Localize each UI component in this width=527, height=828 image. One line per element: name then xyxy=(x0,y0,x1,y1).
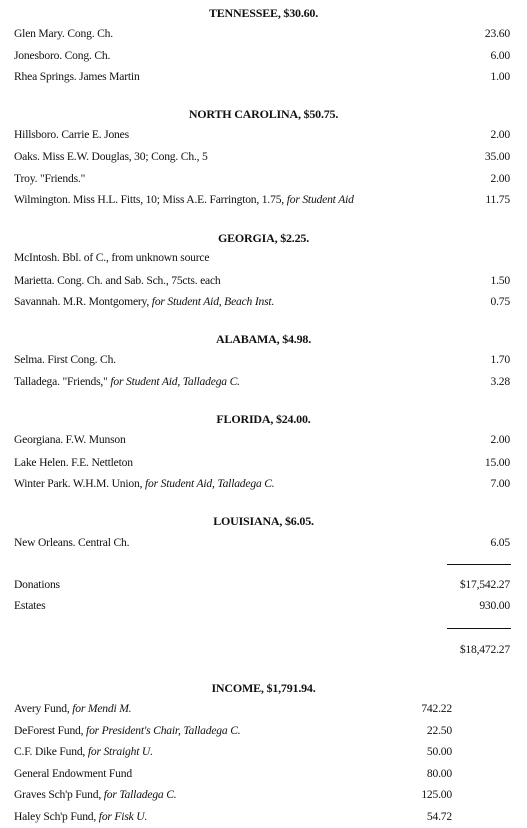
section-heading-georgia: GEORGIA, $2.25. xyxy=(217,231,309,245)
entry-row xyxy=(0,172,527,186)
income-note: for Talladega C. xyxy=(103,788,177,801)
income-amount: 742.22 xyxy=(421,702,452,715)
income-row xyxy=(0,702,527,716)
entry-row xyxy=(0,536,527,550)
sum-rule xyxy=(447,564,511,565)
entry-amount: 1.70 xyxy=(490,353,510,366)
section-heading-louisiana: LOUISIANA, $6.05. xyxy=(213,514,314,528)
entry-note: for Student Aid, Talladega C. xyxy=(145,477,275,490)
entry-note: for Student Aid xyxy=(286,193,354,206)
entry-name: Georgiana. F.W. Munson xyxy=(14,433,126,446)
entry-name: Selma. First Cong. Ch. xyxy=(14,353,116,366)
entry-name-text: Talladega. "Friends," xyxy=(14,375,111,388)
section-heading-florida: FLORIDA, $24.00. xyxy=(216,412,311,426)
entry-amount: 15.00 xyxy=(484,456,510,469)
entry-amount: 3.28 xyxy=(490,375,510,388)
income-note: for Straight U. xyxy=(87,745,153,758)
entry-name-text: Winter Park. W.H.M. Union, xyxy=(14,477,145,490)
entry-row xyxy=(0,295,527,309)
entry-amount: 6.05 xyxy=(490,536,510,549)
entry-name-text: Savannah. M.R. Montgomery, xyxy=(14,295,152,308)
sum-rule xyxy=(447,628,511,629)
income-note: for President's Chair, Talladega C. xyxy=(86,724,241,737)
entry-name xyxy=(14,375,240,389)
entry-name: New Orleans. Central Ch. xyxy=(14,536,130,549)
donations-amount: $17,542.27 xyxy=(459,578,510,591)
entry-row xyxy=(0,456,527,470)
entry-amount: 1.00 xyxy=(490,70,510,83)
entry-note: for Student Aid, Talladega C. xyxy=(110,375,240,388)
section-heading-tennessee: TENNESSEE, $30.60. xyxy=(208,6,319,20)
entry-name: Hillsboro. Carrie E. Jones xyxy=(14,128,129,141)
income-name xyxy=(14,724,240,738)
section-heading-alabama: ALABAMA, $4.98. xyxy=(216,332,311,346)
estates-row xyxy=(0,599,527,613)
grand-total-amount: $18,472.27 xyxy=(459,643,510,656)
income-row xyxy=(0,724,527,738)
entry-row xyxy=(0,150,527,164)
entry-amount: 2.00 xyxy=(490,172,510,185)
income-row xyxy=(0,810,527,824)
income-note: for Fisk U. xyxy=(98,810,148,823)
income-note: for Mendi M. xyxy=(72,702,132,715)
entry-row xyxy=(0,433,527,447)
entry-row xyxy=(0,274,527,288)
income-amount: 22.50 xyxy=(426,724,452,737)
income-amount: 50.00 xyxy=(426,745,452,758)
entry-name: Glen Mary. Cong. Ch. xyxy=(14,27,113,40)
donations-label: Donations xyxy=(14,578,60,591)
entry-name xyxy=(14,295,274,309)
income-name: General Endowment Fund xyxy=(14,767,132,780)
entry-amount: 7.00 xyxy=(490,477,510,490)
entry-name xyxy=(14,193,354,207)
income-row xyxy=(0,745,527,759)
income-name xyxy=(14,810,147,824)
income-name-text: C.F. Dike Fund, xyxy=(14,745,88,758)
entry-name: Marietta. Cong. Ch. and Sab. Sch., 75cts. each xyxy=(14,274,221,287)
income-row xyxy=(0,767,527,781)
section-heading-north-carolina: NORTH CAROLINA, $50.75. xyxy=(188,107,339,121)
income-name xyxy=(14,745,153,759)
entry-row xyxy=(0,477,527,491)
entry-name: McIntosh. Bbl. of C., from unknown source xyxy=(14,251,210,264)
estates-amount: 930.00 xyxy=(479,599,510,612)
entry-name: Troy. "Friends." xyxy=(14,172,86,185)
entry-amount: 0.75 xyxy=(490,295,510,308)
income-name-text: Avery Fund, xyxy=(14,702,73,715)
entry-name: Rhea Springs. James Martin xyxy=(14,70,140,83)
grand-total-row xyxy=(0,643,527,657)
entry-amount: 35.00 xyxy=(484,150,510,163)
entry-name-text: Wilmington. Miss H.L. Fitts, 10; Miss A.E. Farrington, 1.75, xyxy=(14,193,287,206)
entry-row xyxy=(0,27,527,41)
income-name-text: DeForest Fund, xyxy=(14,724,87,737)
entry-note: for Student Aid, Beach Inst. xyxy=(151,295,275,308)
entry-row xyxy=(0,49,527,63)
entry-row xyxy=(0,193,527,207)
income-name xyxy=(14,702,131,716)
entry-name: Lake Helen. F.E. Nettleton xyxy=(14,456,133,469)
entry-amount: 11.75 xyxy=(485,193,510,206)
entry-row xyxy=(0,128,527,142)
estates-label: Estates xyxy=(14,599,46,612)
income-amount: 125.00 xyxy=(421,788,452,801)
entry-amount: 2.00 xyxy=(490,128,510,141)
section-heading-income: INCOME, $1,791.94. xyxy=(211,681,316,695)
income-name xyxy=(14,788,176,802)
entry-amount: 23.60 xyxy=(484,27,510,40)
income-name-text: Haley Sch'p Fund, xyxy=(14,810,99,823)
entry-row xyxy=(0,353,527,367)
entry-amount: 2.00 xyxy=(490,433,510,446)
income-amount: 80.00 xyxy=(426,767,452,780)
donations-row xyxy=(0,578,527,592)
income-amount: 54.72 xyxy=(426,810,452,823)
entry-row xyxy=(0,251,527,265)
entry-name: Oaks. Miss E.W. Douglas, 30; Cong. Ch., 5 xyxy=(14,150,208,163)
income-name-text: Graves Sch'p Fund, xyxy=(14,788,104,801)
entry-name: Jonesboro. Cong. Ch. xyxy=(14,49,111,62)
entry-amount: 1.50 xyxy=(490,274,510,287)
entry-amount: 6.00 xyxy=(490,49,510,62)
income-row xyxy=(0,788,527,802)
entry-row xyxy=(0,70,527,84)
entry-row xyxy=(0,375,527,389)
entry-name xyxy=(14,477,274,491)
